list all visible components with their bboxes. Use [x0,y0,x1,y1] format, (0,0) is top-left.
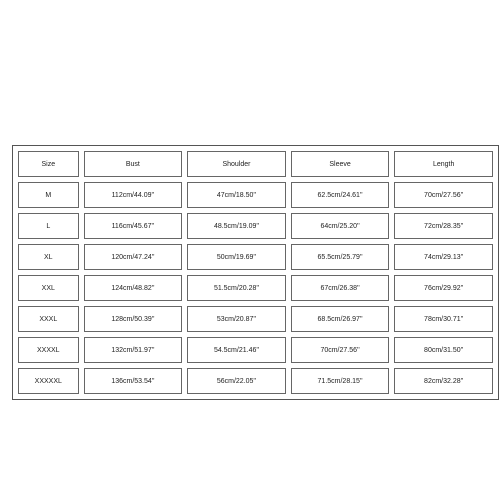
cell-length: 78cm/30.71'' [394,306,493,332]
header-length: Length [394,151,493,177]
cell-length: 76cm/29.92'' [394,275,493,301]
cell-shoulder: 54.5cm/21.46'' [187,337,286,363]
size-chart-table [12,145,499,400]
table-header-row [18,151,493,177]
cell-shoulder: 56cm/22.05'' [187,368,286,394]
header-sleeve: Sleeve [291,151,390,177]
cell-sleeve: 67cm/26.38'' [291,275,390,301]
header-shoulder: Shoulder [187,151,286,177]
cell-length: 80cm/31.50'' [394,337,493,363]
cell-size: XXXXL [18,337,79,363]
cell-sleeve: 70cm/27.56'' [291,337,390,363]
cell-sleeve: 71.5cm/28.15'' [291,368,390,394]
cell-bust: 116cm/45.67'' [84,213,183,239]
header-size: Size [18,151,79,177]
cell-size: M [18,182,79,208]
cell-length: 82cm/32.28'' [394,368,493,394]
table-row [18,337,493,363]
cell-size: L [18,213,79,239]
table-row [18,368,493,394]
cell-sleeve: 64cm/25.20'' [291,213,390,239]
cell-sleeve: 68.5cm/26.97'' [291,306,390,332]
cell-bust: 136cm/53.54'' [84,368,183,394]
cell-bust: 120cm/47.24'' [84,244,183,270]
cell-bust: 128cm/50.39'' [84,306,183,332]
header-bust: Bust [84,151,183,177]
table-row [18,306,493,332]
table-row [18,244,493,270]
cell-length: 70cm/27.56'' [394,182,493,208]
cell-size: XXXL [18,306,79,332]
cell-size: XXL [18,275,79,301]
cell-shoulder: 48.5cm/19.09'' [187,213,286,239]
cell-bust: 132cm/51.97'' [84,337,183,363]
cell-shoulder: 50cm/19.69'' [187,244,286,270]
cell-size: XL [18,244,79,270]
cell-bust: 124cm/48.82'' [84,275,183,301]
cell-size: XXXXXL [18,368,79,394]
cell-shoulder: 47cm/18.50'' [187,182,286,208]
table-row [18,275,493,301]
cell-shoulder: 51.5cm/20.28'' [187,275,286,301]
cell-length: 74cm/29.13'' [394,244,493,270]
cell-bust: 112cm/44.09'' [84,182,183,208]
cell-sleeve: 65.5cm/25.79'' [291,244,390,270]
cell-sleeve: 62.5cm/24.61'' [291,182,390,208]
cell-shoulder: 53cm/20.87'' [187,306,286,332]
table-row [18,213,493,239]
table-row [18,182,493,208]
cell-length: 72cm/28.35'' [394,213,493,239]
